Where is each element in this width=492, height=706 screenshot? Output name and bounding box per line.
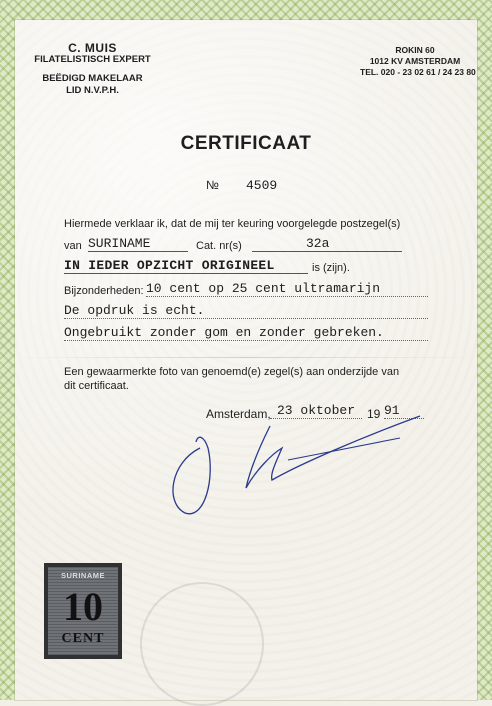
cat-label: Cat. nr(s) xyxy=(196,240,242,252)
issuer-title: FILATELISTISCH EXPERT xyxy=(34,54,151,65)
stamp-design xyxy=(48,567,118,655)
address-city: 1012 KV AMSTERDAM xyxy=(369,56,461,66)
issuer-membership: LID N.V.P.H. xyxy=(66,85,119,96)
cat-number-field: 32a xyxy=(252,236,402,252)
issuer-name: C. MUIS xyxy=(68,41,117,55)
signature xyxy=(160,408,450,528)
paper-fold xyxy=(15,357,477,358)
address-street: ROKIN 60 xyxy=(395,45,435,55)
verdict-field: IN IEDER OPZICHT ORIGINEEL xyxy=(64,258,308,274)
date-field: 23 oktober xyxy=(270,403,362,419)
issuer-role: BEËDIGD MAKELAAR xyxy=(42,73,143,84)
postage-stamp xyxy=(44,563,122,659)
stamp-overprint-value: 10 xyxy=(63,584,103,629)
stamp-country: SURINAME xyxy=(60,571,105,580)
address-block xyxy=(360,45,476,78)
intro-text: Hiermede verklaar ik, dat de mij ter keuring voorgelegde postzegel(s) xyxy=(64,218,401,230)
country-field: SURINAME xyxy=(88,236,188,252)
van-label: van xyxy=(64,240,82,252)
bijzonderheden-label: Bijzonderheden: xyxy=(64,285,144,297)
stamp-overprint-unit: CENT xyxy=(61,631,105,646)
number-label: № xyxy=(206,178,219,192)
certificate-number: 4509 xyxy=(246,178,278,193)
is-label: is (zijn). xyxy=(312,262,350,274)
certificate-title: CERTIFICAAT xyxy=(180,133,312,154)
remarks-line-3: Ongebruikt zonder gom en zonder gebreken. xyxy=(64,325,428,341)
embossed-seal xyxy=(140,582,264,706)
remarks-line-1: 10 cent op 25 cent ultramarijn xyxy=(146,281,428,297)
photo-note-line-1: Een gewaarmerkte foto van genoemd(e) zegel(s) aan onderzijde van xyxy=(64,366,400,378)
year-prefix: 19 xyxy=(367,407,381,421)
photo-note-line-2: dit certificaat. xyxy=(64,380,129,392)
issuer-block xyxy=(30,42,155,97)
place-label: Amsterdam, xyxy=(206,407,271,421)
remarks-line-2: De opdruk is echt. xyxy=(64,303,428,319)
address-phone: TEL. 020 - 23 02 61 / 24 23 80 xyxy=(360,67,476,77)
year-field: 91 xyxy=(384,403,424,419)
